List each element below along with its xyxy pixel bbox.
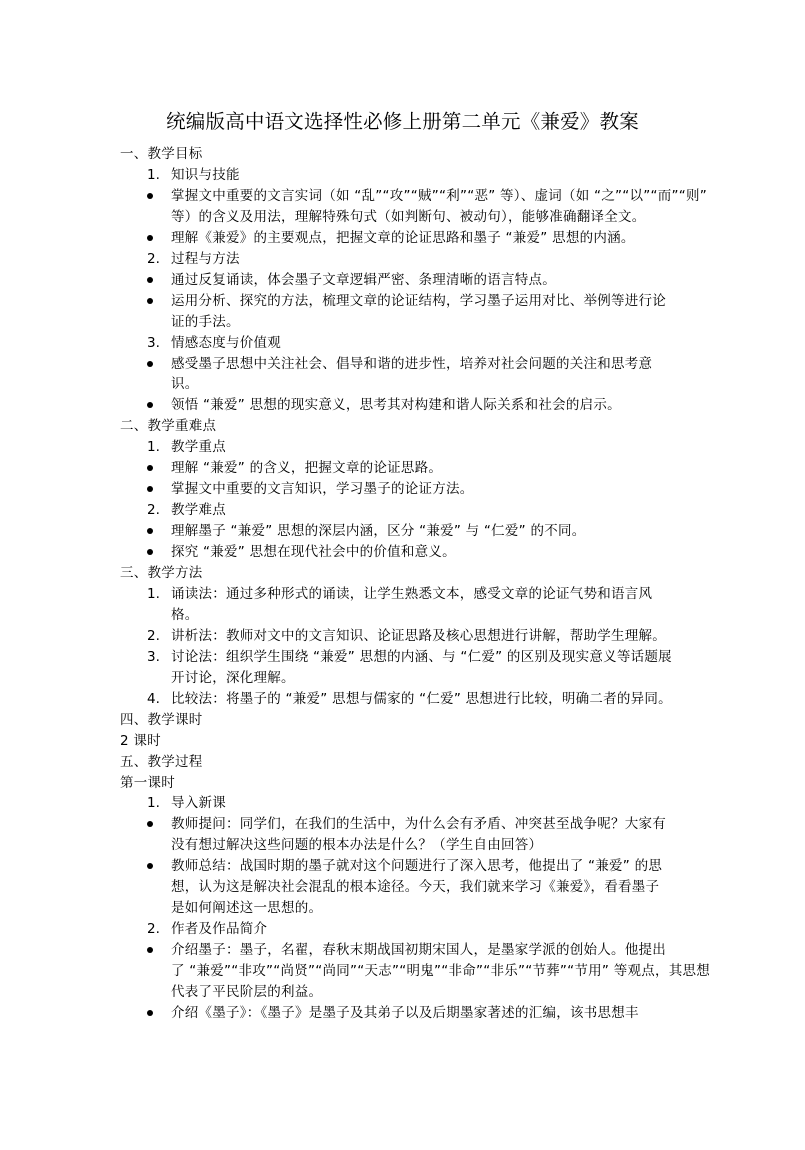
section-heading: 五、教学过程 xyxy=(120,753,203,770)
section-heading: 一、教学目标 xyxy=(120,146,203,162)
line-continuation: 是如何阐述这一思想的。 xyxy=(171,900,323,917)
section-heading: 三、教学方法 xyxy=(120,565,203,581)
bullet-icon xyxy=(147,528,153,534)
line-continuation: 识。 xyxy=(171,376,199,393)
list-number: 1. xyxy=(147,795,160,812)
list-item: 运用分析、探究的方法，梳理文章的论证结构，学习墨子运用对比、举例等进行论 xyxy=(171,292,666,309)
list-item: 诵读法：通过多种形式的诵读，让学生熟悉文本，感受文章的论证气势和语言风 xyxy=(171,585,653,602)
list-number: 3. xyxy=(147,334,160,351)
list-item: 比较法：将墨子的 “兼爱” 思想与儒家的 “仁爱” 思想进行比较，明确二者的异同。 xyxy=(171,690,672,707)
section-heading: 二、教学重难点 xyxy=(120,418,217,435)
line-continuation: 了 “兼爱”“非攻”“尚贤”“尚同”“天志”“明鬼”“非命”“非乐”“节葬”“节用” 等观点，其思想 xyxy=(171,963,710,980)
bullet-icon xyxy=(147,361,153,367)
list-item: 理解 “兼爱” 的含义，把握文章的论证思路。 xyxy=(171,460,443,477)
list-item: 掌握文中重要的文言实词（如 “乱”“攻”“贼”“利”“恶” 等）、虚词（如 “之”“以”“而”“则” xyxy=(171,187,708,204)
list-item: 探究 “兼爱” 思想在现代社会中的价值和意义。 xyxy=(171,544,456,561)
list-item: 导入新课 xyxy=(171,795,226,812)
list-item: 教师提问：同学们，在我们的生活中，为什么会有矛盾、冲突甚至战争呢？大家有 xyxy=(171,816,666,833)
list-number: 4. xyxy=(147,690,160,707)
list-item: 介绍《墨子》：《墨子》是墨子及其弟子以及后期墨家著述的汇编，该书思想丰 xyxy=(171,1004,639,1021)
line-continuation: 证的手法。 xyxy=(171,313,240,330)
section-heading: 2 课时 xyxy=(120,732,161,749)
line-continuation: 没有想过解决这些问题的根本办法是什么？（学生自由回答） xyxy=(171,837,543,854)
list-item: 知识与技能 xyxy=(171,166,240,183)
list-item: 教学重点 xyxy=(171,439,226,456)
line-continuation: 想，认为这是解决社会混乱的根本途径。今天，我们就来学习《兼爱》，看看墨子 xyxy=(171,879,660,896)
section-heading: 第一课时 xyxy=(120,774,175,791)
bullet-icon xyxy=(147,298,153,304)
bullet-icon xyxy=(147,549,153,555)
list-item: 理解墨子 “兼爱” 思想的深层内涵，区分 “兼爱” 与 “仁爱” 的不同。 xyxy=(171,523,586,540)
bullet-icon xyxy=(147,821,153,827)
bullet-icon xyxy=(147,277,153,283)
list-number: 2. xyxy=(147,627,160,644)
list-number: 2. xyxy=(147,921,160,938)
list-item: 感受墨子思想中关注社会、倡导和谐的进步性，培养对社会问题的关注和思考意 xyxy=(171,355,653,372)
list-item: 领悟 “兼爱” 思想的现实意义，思考其对构建和谐人际关系和社会的启示。 xyxy=(171,397,621,414)
list-item: 作者及作品简介 xyxy=(171,921,268,938)
list-item: 理解《兼爱》的主要观点，把握文章的论证思路和墨子 “兼爱” 思想的内涵。 xyxy=(171,229,635,246)
list-item: 讨论法：组织学生围绕 “兼爱” 思想的内涵、与 “仁爱” 的区别及现实意义等话题展 xyxy=(171,648,672,665)
list-number: 2. xyxy=(147,250,160,267)
list-item: 介绍墨子：墨子，名翟，春秋末期战国初期宋国人，是墨家学派的创始人。他提出 xyxy=(171,942,666,959)
bullet-icon xyxy=(147,486,153,492)
bullet-icon xyxy=(147,465,153,471)
list-item: 教师总结：战国时期的墨子就对这个问题进行了深入思考，他提出了 “兼爱” 的思 xyxy=(171,858,663,875)
bullet-icon xyxy=(147,235,153,241)
line-continuation: 等）的含义及用法，理解特殊句式（如判断句、被动句），能够准确翻译全文。 xyxy=(171,208,646,225)
bullet-icon xyxy=(147,947,153,953)
document-title: 统编版高中语文选择性必修上册第二单元《兼爱》教案 xyxy=(166,110,639,133)
bullet-icon xyxy=(147,1010,153,1016)
list-number: 1. xyxy=(147,585,160,602)
line-continuation: 代表了平民阶层的利益。 xyxy=(171,984,323,1000)
line-continuation: 格。 xyxy=(171,606,199,623)
line-continuation: 开讨论，深化理解。 xyxy=(171,669,295,686)
list-item: 情感态度与价值观 xyxy=(171,334,281,351)
list-item: 教学难点 xyxy=(171,502,226,519)
list-item: 过程与方法 xyxy=(171,250,240,267)
bullet-icon xyxy=(147,863,153,869)
list-item: 通过反复诵读，体会墨子文章逻辑严密、条理清晰的语言特点。 xyxy=(171,271,556,288)
list-item: 掌握文中重要的文言知识，学习墨子的论证方法。 xyxy=(171,481,474,498)
list-item: 讲析法：教师对文中的文言知识、论证思路及核心思想进行讲解，帮助学生理解。 xyxy=(171,627,666,644)
list-number: 1. xyxy=(147,166,160,183)
list-number: 1. xyxy=(147,439,160,456)
list-number: 3. xyxy=(147,648,160,665)
bullet-icon xyxy=(147,402,153,408)
bullet-icon xyxy=(147,193,153,199)
section-heading: 四、教学课时 xyxy=(120,711,203,728)
list-number: 2. xyxy=(147,502,160,519)
